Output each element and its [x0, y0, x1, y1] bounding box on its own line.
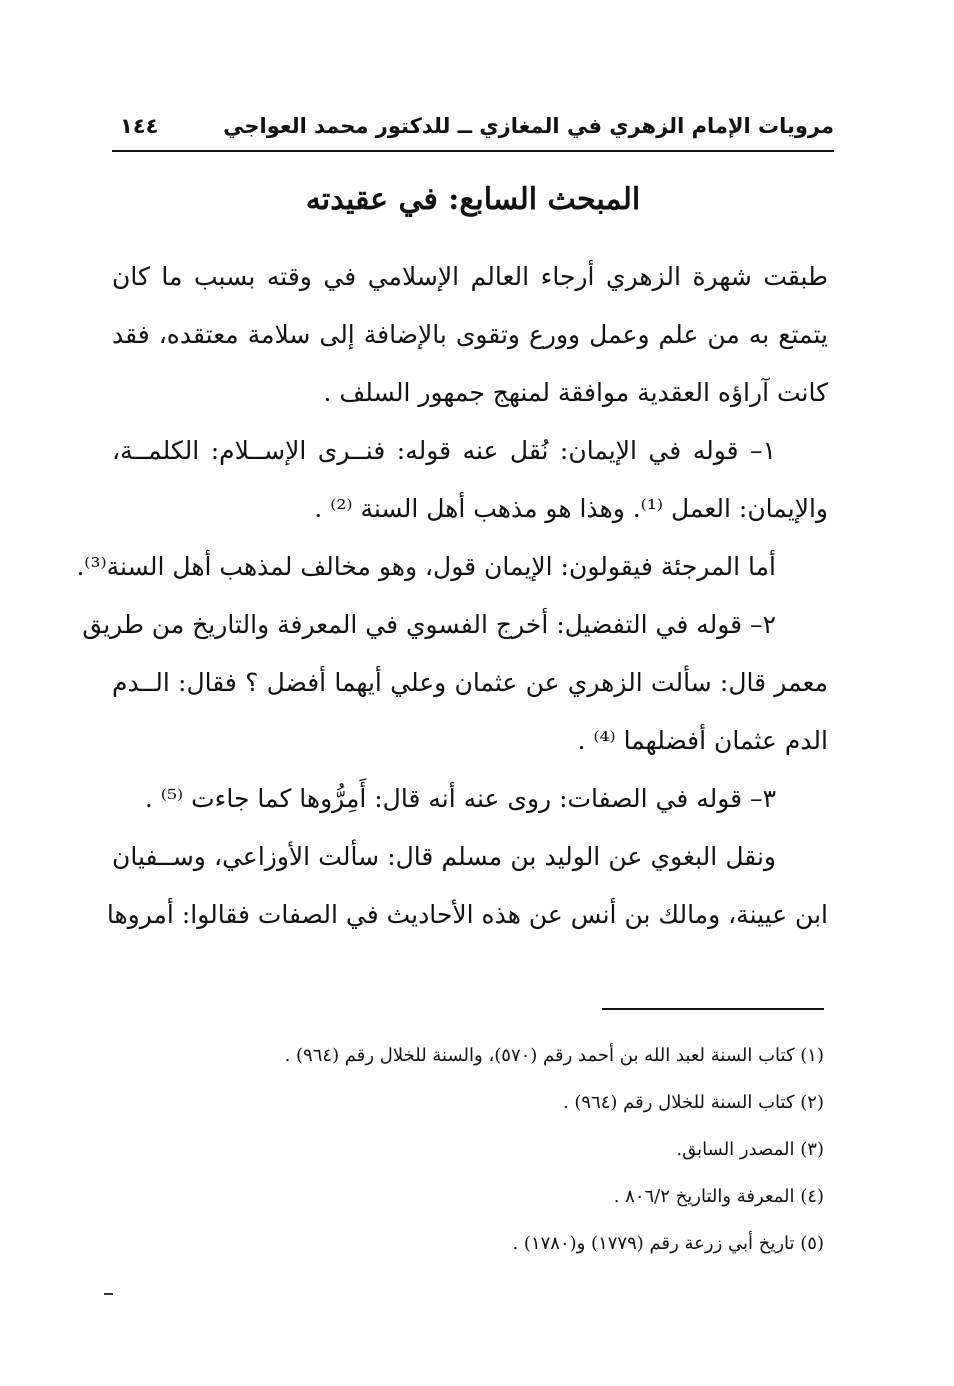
body-line: ونقل البغوي عن الوليد بن مسلم قال: سألت الأوزاعي، وســفيان — [112, 842, 776, 871]
running-header — [112, 112, 834, 146]
section-heading: المبحث السابع: في عقيدته — [305, 182, 641, 217]
body-line: ابن عيينة، ومالك بن أنس عن هذه الأحاديث في الصفات فقالوا: أمروها — [106, 900, 828, 929]
body-line: معمر قال: سألت الزهري عن عثمان وعلي أيهما أفضل ؟ فقال: الــدم — [112, 668, 828, 697]
body-line: الدم عثمان أفضلهما ⁽⁴⁾ . — [577, 726, 828, 755]
footnote-3: (٣) المصدر السابق. — [676, 1139, 824, 1160]
body-line: والإيمان: العمل ⁽¹⁾. وهذا هو مذهب أهل السنة ⁽²⁾ . — [314, 494, 828, 523]
body-line: طبقت شهرة الزهري أرجاء العالم الإسلامي في وقته بسبب ما كان — [112, 262, 828, 291]
footnote-5: (٥) تاريخ أبي زرعة رقم (١٧٧٩) و(١٧٨٠) . — [512, 1233, 824, 1254]
body-line: ٣– قوله في الصفات: روى عنه أنه قال: أَمِرُّوها كما جاءت ⁽⁵⁾ . — [144, 784, 776, 813]
footnote-2: (٢) كتاب السنة للخلال رقم (٩٦٤) . — [562, 1092, 824, 1113]
footnotes — [112, 1032, 824, 1267]
body-text — [76, 248, 828, 944]
scan-speck — [104, 1293, 113, 1295]
body-line: أما المرجئة فيقولون: الإيمان قول، وهو مخالف لمذهب أهل السنة⁽³⁾. — [76, 552, 776, 581]
body-line: كانت آراؤه العقدية موافقة لمنهج جمهور السلف . — [323, 378, 828, 407]
header-rule — [112, 150, 834, 152]
footnote-4: (٤) المعرفة والتاريخ ٨٠٦/٢ . — [613, 1186, 824, 1207]
footnote-rule — [602, 1008, 824, 1010]
footnote-1: (١) كتاب السنة لعبد الله بن أحمد رقم (٥٧٠)، والسنة للخلال رقم (٩٦٤) . — [284, 1045, 824, 1066]
body-line: ٢– قوله في التفضيل: أخرج الفسوي في المعرفة والتاريخ من طريق — [82, 610, 776, 639]
page-number: ١٤٤ — [120, 114, 159, 138]
body-line: يتمتع به من علم وعمل وورع وتقوى بالإضافة إلى سلامة معتقده، فقد — [112, 320, 828, 349]
body-line: ١– قوله في الإيمان: نُقل عنه قوله: فنــرى الإســلام: الكلمــة، — [112, 436, 776, 465]
header-title: مرويات الإمام الزهري في المغازي ــ للدكتور محمد العواجي — [223, 114, 834, 138]
